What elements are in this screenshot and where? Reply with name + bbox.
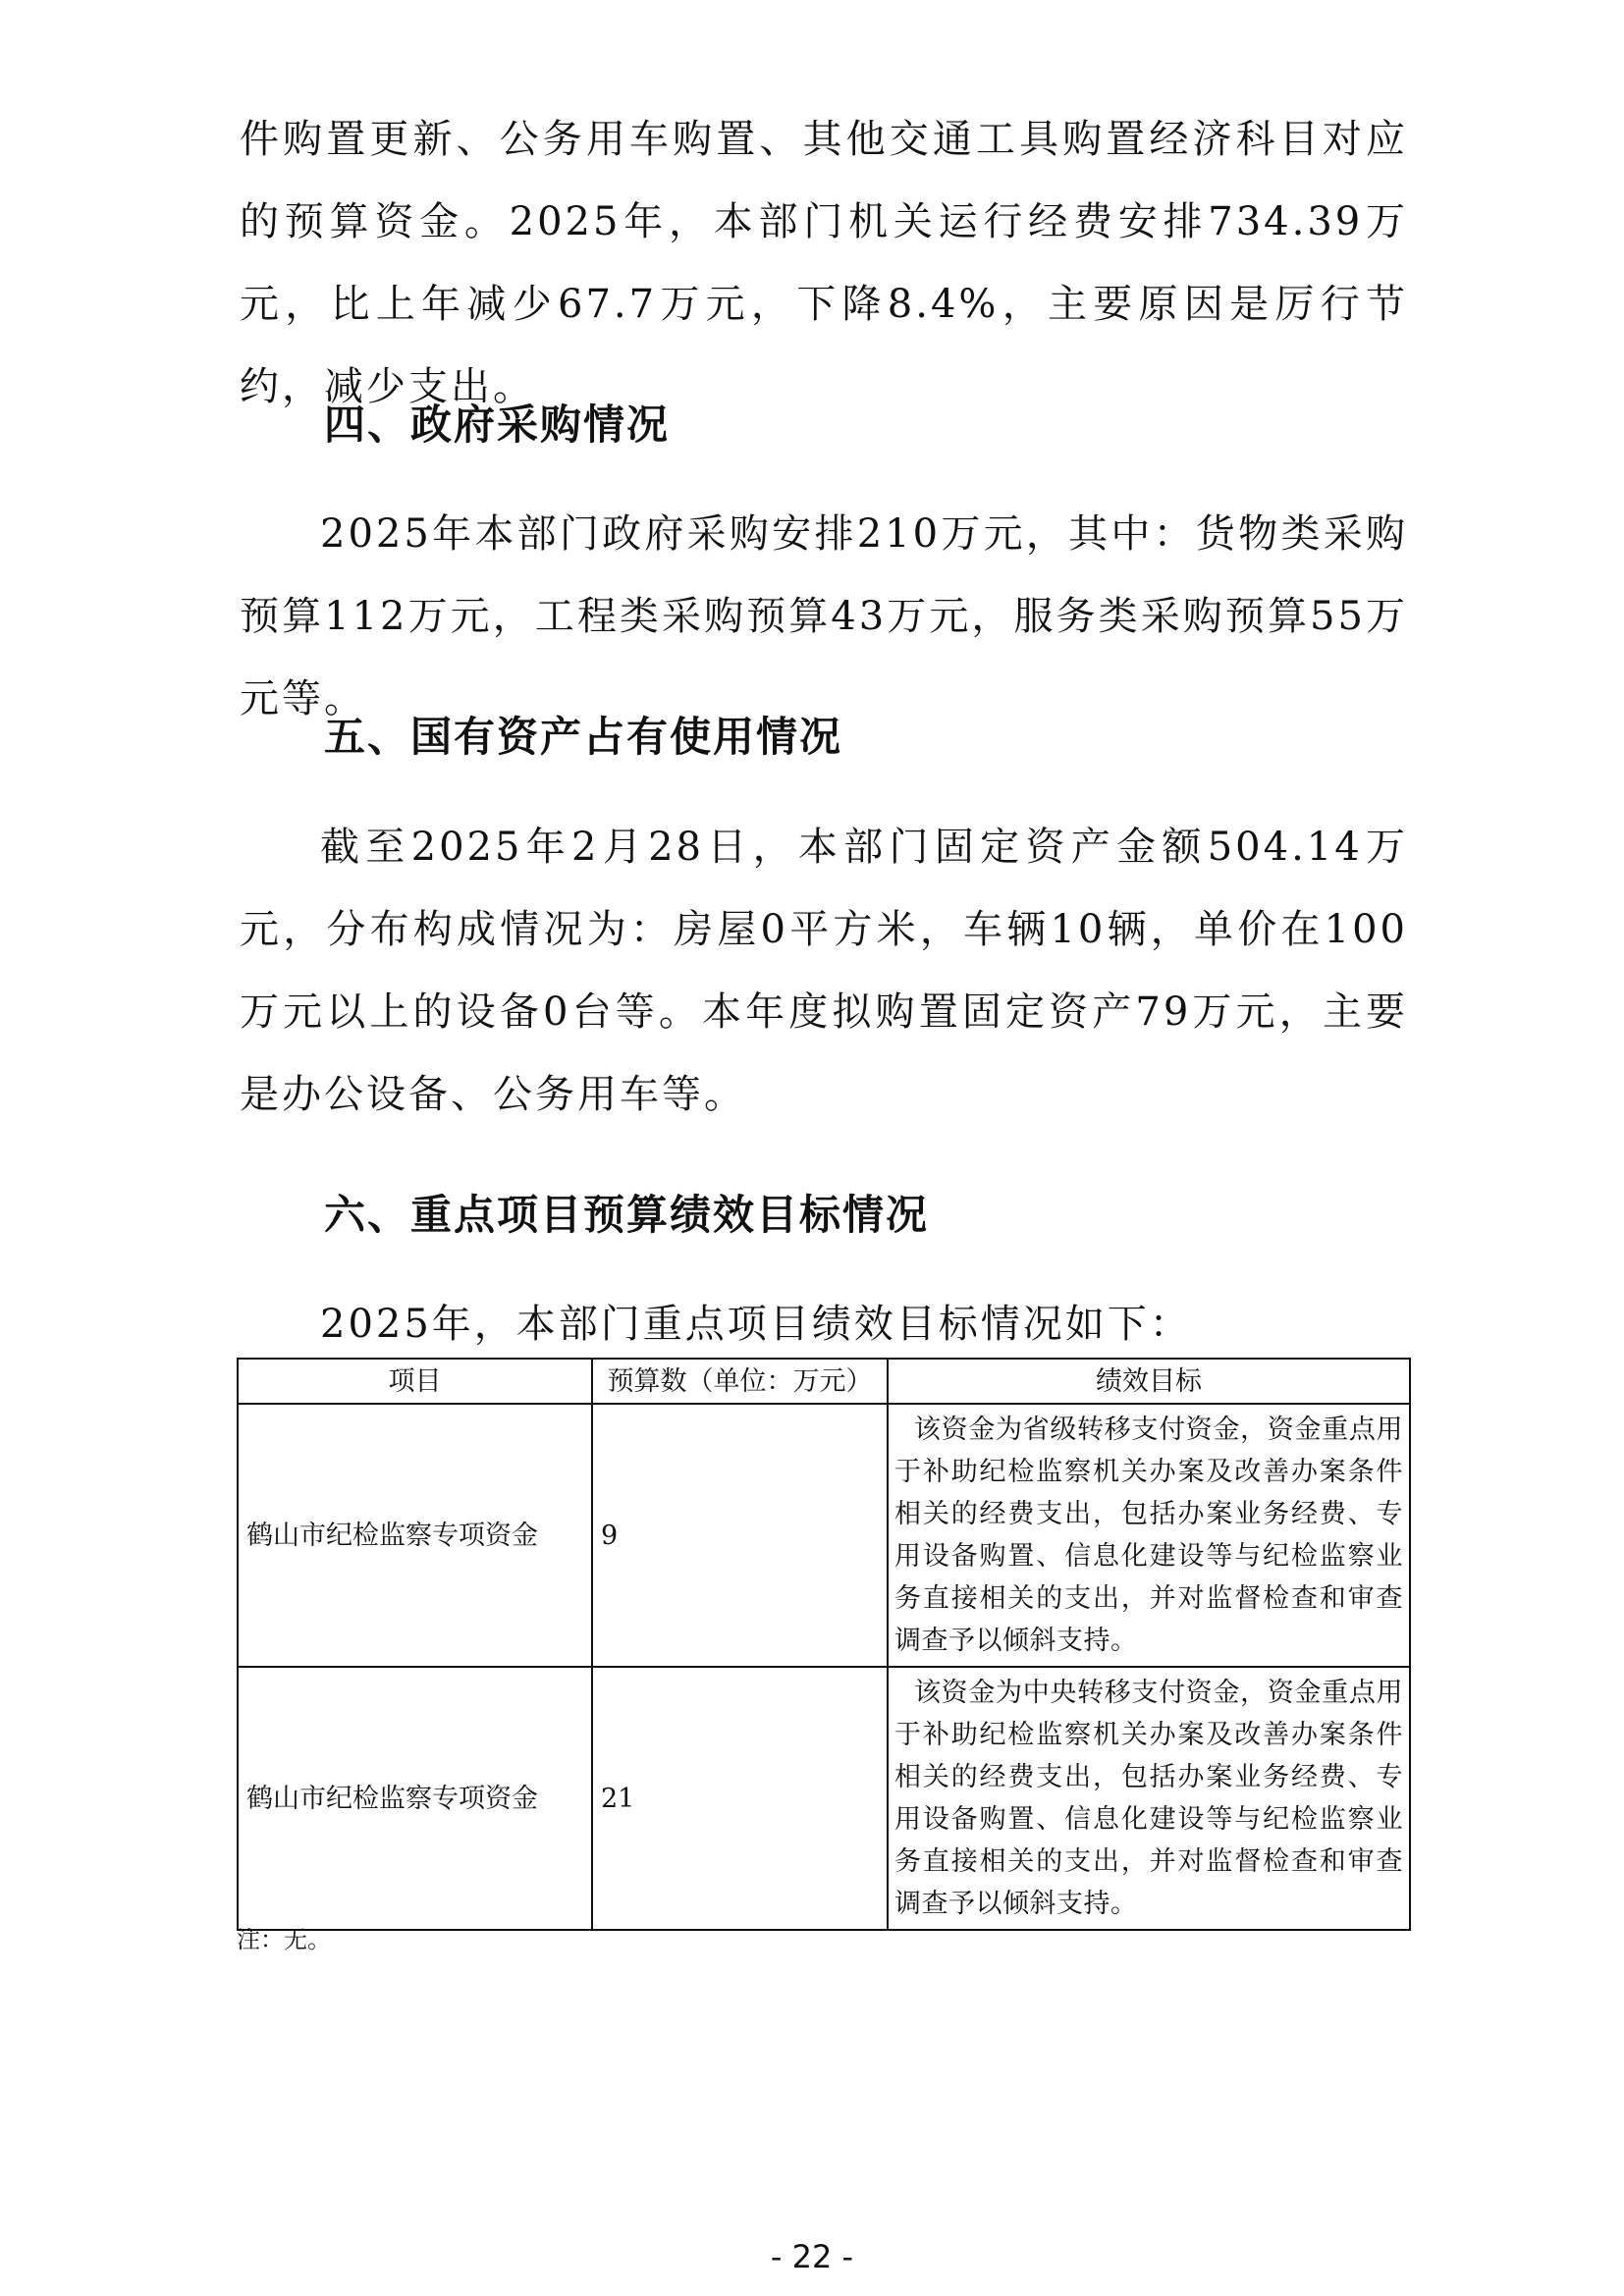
header-goal: 绩效目标 xyxy=(888,1359,1410,1404)
header-budget: 预算数（单位：万元） xyxy=(592,1359,888,1404)
paragraph-performance-intro: 2025年，本部门重点项目绩效目标情况如下： xyxy=(320,1302,1192,1347)
paragraph-procurement: 2025年本部门政府采购安排210万元，其中：货物类采购预算112万元，工程类采购预算43万元，服务类采购预算55万元等。 xyxy=(240,511,1408,721)
heading-state-assets: 五、国有资产占有使用情况 xyxy=(324,713,843,761)
heading-performance-goals: 六、重点项目预算绩效目标情况 xyxy=(324,1191,930,1239)
page-number: - 22 - xyxy=(770,2238,854,2275)
cell-project: 鹤山市纪检监察专项资金 xyxy=(238,1667,592,1930)
cell-budget: 21 xyxy=(592,1667,888,1930)
goal-text: 该资金为省级转移支付资金，资金重点用于补助纪检监察机关办案及改善办案条件相关的经费支出，包括办案业务经费、专用设备购置、信息化建设等与纪检监察业务直接相关的支出，并对监督检查和审查调查予以倾斜支持。 xyxy=(894,1415,1403,1656)
cell-project: 鹤山市纪检监察专项资金 xyxy=(238,1404,592,1667)
cell-budget: 9 xyxy=(592,1404,888,1667)
table-row xyxy=(238,1667,1410,1930)
table-header-row xyxy=(238,1359,1410,1404)
table-note: 注：无。 xyxy=(237,1926,331,1953)
header-project: 项目 xyxy=(238,1359,592,1404)
goal-text: 该资金为中央转移支付资金，资金重点用于补助纪检监察机关办案及改善办案条件相关的经费支出，包括办案业务经费、专用设备购置、信息化建设等与纪检监察业务直接相关的支出，并对监督检查和审查调查予以倾斜支持。 xyxy=(894,1678,1403,1919)
paragraph-operating-expenses: 件购置更新、公务用车购置、其他交通工具购置经济科目对应的预算资金。2025年，本部门机关运行经费安排734.39万元，比上年减少67.7万元，下降8.4%，主要原因是厉行节约，减少支出。 xyxy=(240,117,1408,409)
table-row xyxy=(238,1404,1410,1667)
heading-government-procurement: 四、政府采购情况 xyxy=(324,400,671,449)
cell-goal xyxy=(888,1404,1410,1667)
performance-goals-table xyxy=(237,1358,1411,1931)
paragraph-assets: 截至2025年2月28日，本部门固定资产金额504.14万元，分布构成情况为：房屋0平方米，车辆10辆，单价在100万元以上的设备0台等。本年度拟购置固定资产79万元，主要是办公设备、公务用车等。 xyxy=(240,825,1408,1117)
cell-goal xyxy=(888,1667,1410,1930)
